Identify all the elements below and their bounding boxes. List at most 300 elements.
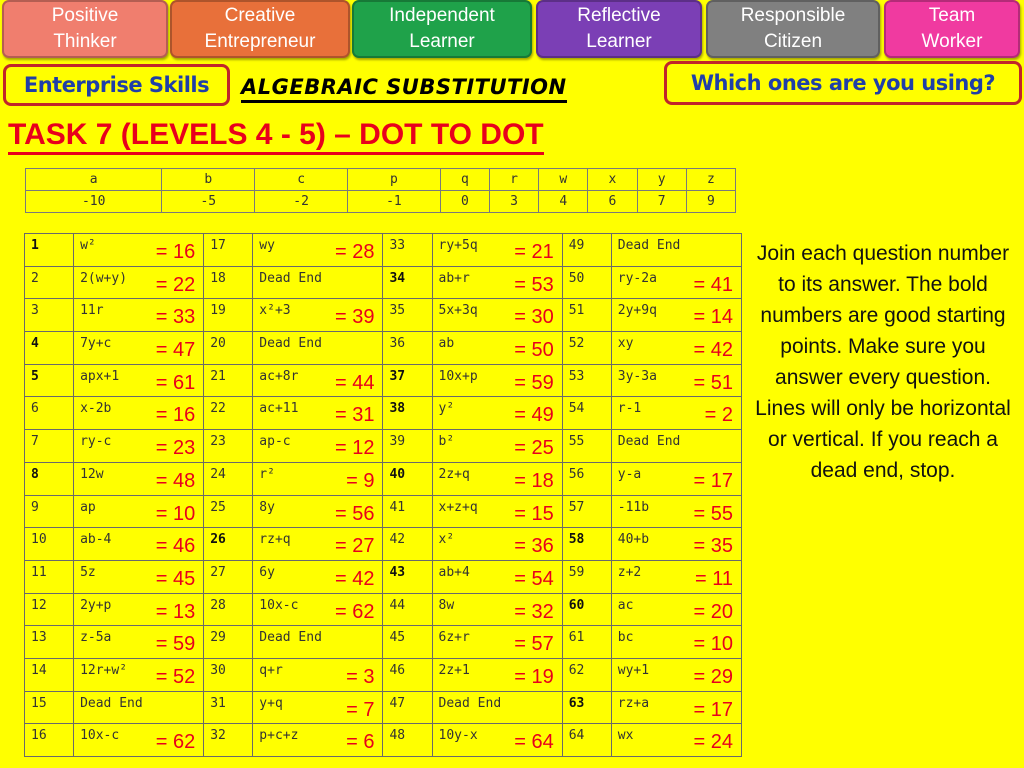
question-number: 46 [383, 658, 432, 691]
question-expression: ac+8r [259, 368, 299, 384]
key-values-row [26, 191, 736, 213]
answer-value: = 3 [346, 665, 375, 688]
answer-value: = 33 [155, 306, 196, 329]
question-expression: ry-2a [617, 270, 657, 286]
question-expression-cell [74, 593, 204, 626]
question-number: 49 [562, 234, 611, 267]
question-expression-cell [253, 658, 383, 691]
key-value-cell: 4 [539, 191, 588, 213]
answer-value: = 12 [334, 437, 375, 460]
question-expression: Dead End [617, 238, 681, 253]
question-expression: 6y [259, 564, 275, 580]
answer-value: = 24 [693, 731, 733, 754]
question-expression: r² [259, 466, 275, 482]
question-expression: x²+3 [259, 303, 291, 319]
table-row [25, 462, 742, 495]
question-expression-cell [253, 332, 383, 365]
question-expression: ab+4 [438, 564, 470, 580]
key-letter-cell: q [440, 169, 489, 191]
question-expression: 10x-c [259, 597, 299, 613]
question-expression-cell [253, 397, 383, 430]
question-expression: q+r [259, 662, 283, 678]
answer-value: = 23 [155, 437, 196, 460]
key-letter-cell: b [162, 169, 255, 191]
answer-value: = 55 [693, 502, 733, 525]
answer-value: = 14 [693, 306, 733, 329]
question-number: 24 [204, 462, 253, 495]
question-number: 31 [204, 691, 253, 724]
question-number: 63 [562, 691, 611, 724]
question-expression: z-5a [80, 630, 112, 646]
answer-value: = 6 [346, 731, 375, 754]
question-number: 16 [25, 724, 74, 757]
question-expression: rz+a [617, 695, 650, 711]
question-expression: ac [617, 597, 634, 613]
key-value-cell: -2 [255, 191, 348, 213]
skill-tab-4 [536, 0, 702, 58]
answer-value: = 15 [514, 502, 554, 525]
question-expression: 2z+1 [438, 662, 470, 678]
key-value-cell: -5 [162, 191, 255, 213]
question-expression: 6z+r [438, 630, 470, 646]
question-expression: r-1 [617, 401, 642, 417]
answer-value: = 48 [155, 469, 196, 492]
question-expression-cell [74, 528, 204, 561]
key-letter-cell: p [348, 169, 441, 191]
question-expression: 2y+9q [617, 303, 657, 319]
answer-value: = 46 [155, 535, 196, 558]
question-expression-cell [611, 528, 741, 561]
skill-tab-text: Thinker [53, 31, 117, 52]
which-ones-label [664, 61, 1022, 105]
answer-value: = 17 [693, 469, 733, 492]
question-expression: 12w [80, 466, 104, 482]
question-number: 14 [25, 658, 74, 691]
question-expression: ap [80, 499, 96, 515]
answer-value: = 64 [514, 731, 554, 754]
question-expression-cell [74, 430, 204, 463]
question-expression-cell [611, 430, 741, 463]
table-row [25, 299, 742, 332]
question-number: 18 [204, 266, 253, 299]
question-expression: Dead End [259, 336, 322, 352]
answer-value: = 61 [155, 371, 196, 394]
question-number: 29 [204, 626, 253, 659]
question-expression: 2z+q [438, 466, 470, 482]
answer-value: = 27 [334, 535, 375, 558]
question-expression-cell [253, 364, 383, 397]
questions-table [24, 233, 742, 757]
skill-tab-text: Entrepreneur [204, 31, 316, 52]
question-expression-cell [253, 626, 383, 659]
question-number: 58 [562, 528, 611, 561]
question-expression-cell [432, 658, 562, 691]
question-expression: bc [617, 630, 634, 646]
question-expression: ab-4 [80, 532, 112, 548]
question-expression: 10x-c [80, 728, 120, 744]
question-number: 52 [562, 332, 611, 365]
question-expression: ac+11 [259, 401, 299, 417]
question-expression-cell [253, 234, 383, 267]
question-number: 6 [25, 397, 74, 430]
table-row [25, 691, 742, 724]
answer-value: = 51 [693, 371, 733, 394]
question-expression: apx+1 [80, 368, 120, 384]
question-number: 51 [562, 299, 611, 332]
question-expression-cell [253, 266, 383, 299]
page-title: ALGEBRAIC SUBSTITUTION [241, 74, 567, 103]
question-expression-cell [432, 626, 562, 659]
question-expression-cell [611, 724, 741, 757]
question-expression: 8y [259, 499, 275, 515]
question-number: 25 [204, 495, 253, 528]
question-expression-cell [432, 397, 562, 430]
question-number: 64 [562, 724, 611, 757]
question-expression-cell [74, 364, 204, 397]
question-expression-cell [432, 364, 562, 397]
question-expression-cell [611, 234, 741, 267]
question-expression-cell [253, 495, 383, 528]
answer-value: = 19 [514, 665, 554, 688]
which-ones-text: Which ones are you using? [690, 71, 996, 95]
question-expression-cell [432, 528, 562, 561]
question-number: 23 [204, 430, 253, 463]
question-expression: ab+r [438, 270, 470, 286]
skill-tab-6 [884, 0, 1020, 58]
question-number: 12 [25, 593, 74, 626]
question-number: 38 [383, 397, 432, 430]
table-row [25, 364, 742, 397]
key-letter-cell: w [539, 169, 588, 191]
answer-value: = 2 [704, 404, 733, 427]
answer-value: = 62 [334, 600, 375, 623]
answer-value: = 22 [155, 273, 196, 296]
answer-value: = 16 [155, 241, 196, 263]
question-expression-cell [611, 266, 741, 299]
question-expression-cell [74, 691, 204, 724]
question-number: 37 [383, 364, 432, 397]
skill-tab-5 [706, 0, 880, 58]
question-expression-cell [253, 430, 383, 463]
question-number: 26 [204, 528, 253, 561]
question-expression-cell [74, 724, 204, 757]
answer-value: = 54 [514, 567, 554, 590]
question-expression-cell [253, 462, 383, 495]
question-number: 11 [25, 560, 74, 593]
answer-value: = 47 [155, 339, 196, 362]
question-number: 36 [383, 332, 432, 365]
question-number: 42 [383, 528, 432, 561]
question-expression-cell [611, 299, 741, 332]
table-row [25, 724, 742, 757]
answer-value: = 21 [514, 241, 554, 263]
question-expression-cell [611, 560, 741, 593]
answer-value: = 45 [155, 567, 196, 590]
answer-value: = 39 [334, 306, 375, 329]
instructions-text: Join each question number to its answer. The bold numbers are good starting points. Make sure you answer every question. Lines will only be horizontal or vertical. If you reach a dead end, stop. [755, 242, 1011, 482]
table-row [25, 430, 742, 463]
question-number: 15 [25, 691, 74, 724]
skill-tab-2 [170, 0, 350, 58]
question-expression: wy [259, 238, 275, 253]
question-expression: y-a [617, 466, 642, 482]
question-number: 32 [204, 724, 253, 757]
answer-value: = 62 [155, 731, 196, 754]
answer-value: = 59 [155, 633, 196, 656]
question-number: 59 [562, 560, 611, 593]
question-expression: 5z [80, 564, 96, 580]
question-number: 4 [25, 332, 74, 365]
question-expression-cell [432, 462, 562, 495]
question-expression-cell [611, 626, 741, 659]
table-row [25, 234, 742, 267]
task-title: TASK 7 (LEVELS 4 - 5) – DOT TO DOT [8, 118, 544, 155]
question-number: 5 [25, 364, 74, 397]
question-expression-cell [74, 658, 204, 691]
question-number: 54 [562, 397, 611, 430]
question-number: 1 [25, 234, 74, 267]
answer-value: = 56 [334, 502, 375, 525]
question-number: 13 [25, 626, 74, 659]
answer-value: = 7 [346, 698, 375, 721]
table-row [25, 332, 742, 365]
question-expression-cell [253, 560, 383, 593]
question-expression: 5x+3q [438, 303, 478, 319]
skill-tab-1 [2, 0, 168, 58]
question-number: 43 [383, 560, 432, 593]
answer-value: = 28 [334, 241, 375, 263]
question-expression-cell [611, 691, 741, 724]
question-number: 53 [562, 364, 611, 397]
question-number: 41 [383, 495, 432, 528]
key-value-cell: 3 [490, 191, 539, 213]
question-number: 7 [25, 430, 74, 463]
question-expression: wy+1 [617, 662, 650, 678]
answer-value: = 10 [155, 502, 196, 525]
question-number: 39 [383, 430, 432, 463]
key-value-cell: -1 [348, 191, 441, 213]
question-expression: 12r+w² [80, 662, 128, 678]
question-number: 9 [25, 495, 74, 528]
question-expression-cell [432, 266, 562, 299]
question-expression: b² [438, 434, 455, 450]
question-number: 44 [383, 593, 432, 626]
question-expression: y² [438, 401, 455, 417]
question-expression: 10y-x [438, 728, 478, 744]
table-row [25, 495, 742, 528]
answer-value: = 30 [514, 306, 554, 329]
question-expression: 3y-3a [617, 368, 657, 384]
skill-tab-text: Responsible [740, 5, 846, 26]
skill-tab-3 [352, 0, 532, 58]
question-number: 57 [562, 495, 611, 528]
question-expression-cell [432, 593, 562, 626]
key-letter-cell: c [255, 169, 348, 191]
enterprise-skills-label [3, 64, 230, 106]
answer-value: = 53 [514, 273, 554, 296]
key-value-cell: 0 [440, 191, 489, 213]
question-expression-cell [432, 234, 562, 267]
skill-tab-text: Independent [389, 5, 495, 26]
question-number: 50 [562, 266, 611, 299]
question-expression-cell [432, 724, 562, 757]
question-expression: rz+q [259, 532, 291, 548]
question-expression: ap-c [259, 434, 291, 450]
key-letter-cell: x [588, 169, 637, 191]
question-expression-cell [74, 626, 204, 659]
question-expression: Dead End [259, 270, 322, 286]
question-expression-cell [74, 332, 204, 365]
answer-value: = 10 [693, 633, 733, 656]
enterprise-skills-text: Enterprise Skills [23, 73, 210, 97]
question-number: 17 [204, 234, 253, 267]
answer-value: = 44 [334, 371, 375, 394]
key-value-cell: 6 [588, 191, 637, 213]
answer-value: = 36 [514, 535, 554, 558]
question-expression-cell [253, 593, 383, 626]
question-expression: Dead End [617, 434, 681, 450]
table-row [25, 266, 742, 299]
variable-key-table [25, 168, 736, 213]
answer-value: = 25 [514, 437, 554, 460]
question-expression-cell [611, 658, 741, 691]
question-expression-cell [432, 430, 562, 463]
question-expression-cell [611, 332, 741, 365]
question-expression: ab [438, 336, 455, 352]
question-expression: w² [80, 238, 96, 253]
question-expression-cell [74, 560, 204, 593]
question-expression: z+2 [617, 564, 642, 580]
skill-tab-text: Reflective [577, 5, 661, 26]
answer-value: = 17 [693, 698, 733, 721]
question-expression: 7y+c [80, 336, 112, 352]
question-number: 20 [204, 332, 253, 365]
skill-tab-text: Learner [409, 31, 475, 52]
question-number: 19 [204, 299, 253, 332]
question-number: 61 [562, 626, 611, 659]
question-number: 45 [383, 626, 432, 659]
question-number: 56 [562, 462, 611, 495]
answer-value: = 49 [514, 404, 554, 427]
key-value-cell: -10 [26, 191, 162, 213]
question-expression-cell [74, 397, 204, 430]
answer-value: = 52 [155, 665, 196, 688]
question-expression: ry-c [80, 434, 112, 450]
question-expression: x+z+q [438, 499, 478, 515]
answer-value: = 57 [514, 633, 554, 656]
question-number: 3 [25, 299, 74, 332]
question-expression: xy [617, 336, 634, 352]
question-number: 55 [562, 430, 611, 463]
answer-value: = 35 [693, 535, 733, 558]
question-expression: -11b [617, 499, 650, 515]
question-expression: Dead End [438, 695, 502, 711]
question-expression-cell [253, 528, 383, 561]
question-expression: 2y+p [80, 597, 112, 613]
question-expression-cell [74, 234, 204, 267]
answer-value: = 31 [334, 404, 375, 427]
question-expression-cell [253, 691, 383, 724]
question-expression-cell [253, 724, 383, 757]
question-number: 33 [383, 234, 432, 267]
key-letter-cell: y [637, 169, 686, 191]
question-expression-cell [74, 495, 204, 528]
question-expression-cell [432, 691, 562, 724]
question-expression: 2(w+y) [80, 270, 128, 286]
question-number: 48 [383, 724, 432, 757]
question-number: 27 [204, 560, 253, 593]
question-expression: 11r [80, 303, 104, 319]
skill-tab-text: Team [928, 5, 976, 26]
question-number: 34 [383, 266, 432, 299]
question-expression-cell [74, 299, 204, 332]
answer-value: = 50 [514, 339, 554, 362]
answer-value: = 42 [334, 567, 375, 590]
question-expression: p+c+z [259, 728, 299, 744]
table-row [25, 560, 742, 593]
skill-tab-text: Positive [51, 5, 119, 26]
table-row [25, 658, 742, 691]
answer-value: = 9 [346, 469, 375, 492]
question-number: 2 [25, 266, 74, 299]
question-expression-cell [432, 332, 562, 365]
answer-value: = 18 [514, 469, 554, 492]
question-number: 40 [383, 462, 432, 495]
question-expression: ry+5q [438, 238, 478, 253]
question-expression-cell [432, 299, 562, 332]
question-expression-cell [432, 560, 562, 593]
question-expression: y+q [259, 695, 283, 711]
question-number: 10 [25, 528, 74, 561]
question-number: 30 [204, 658, 253, 691]
answer-value: = 16 [155, 404, 196, 427]
table-row [25, 626, 742, 659]
question-number: 8 [25, 462, 74, 495]
question-expression-cell [611, 593, 741, 626]
question-expression-cell [74, 462, 204, 495]
question-number: 60 [562, 593, 611, 626]
answer-value: = 29 [693, 665, 733, 688]
answer-value: = 20 [693, 600, 733, 623]
table-row [25, 397, 742, 430]
question-number: 62 [562, 658, 611, 691]
key-letter-cell: a [26, 169, 162, 191]
question-number: 21 [204, 364, 253, 397]
question-number: 22 [204, 397, 253, 430]
skill-tab-text: Creative [224, 5, 296, 26]
key-letters-row [26, 169, 736, 191]
answer-value: = 32 [514, 600, 554, 623]
question-expression: 8w [438, 597, 455, 613]
question-expression-cell [611, 495, 741, 528]
table-row [25, 528, 742, 561]
key-letter-cell: z [686, 169, 735, 191]
question-expression: x² [438, 532, 455, 548]
key-value-cell: 9 [686, 191, 735, 213]
question-expression: wx [617, 728, 634, 744]
skill-tab-text: Worker [921, 31, 983, 52]
skill-tab-text: Citizen [763, 31, 823, 52]
question-expression-cell [611, 397, 741, 430]
question-number: 28 [204, 593, 253, 626]
question-expression: 10x+p [438, 368, 478, 384]
question-expression-cell [253, 299, 383, 332]
question-expression-cell [611, 364, 741, 397]
question-expression: Dead End [80, 695, 143, 711]
key-value-cell: 7 [637, 191, 686, 213]
question-expression-cell [74, 266, 204, 299]
skill-tab-text: Learner [586, 31, 652, 52]
